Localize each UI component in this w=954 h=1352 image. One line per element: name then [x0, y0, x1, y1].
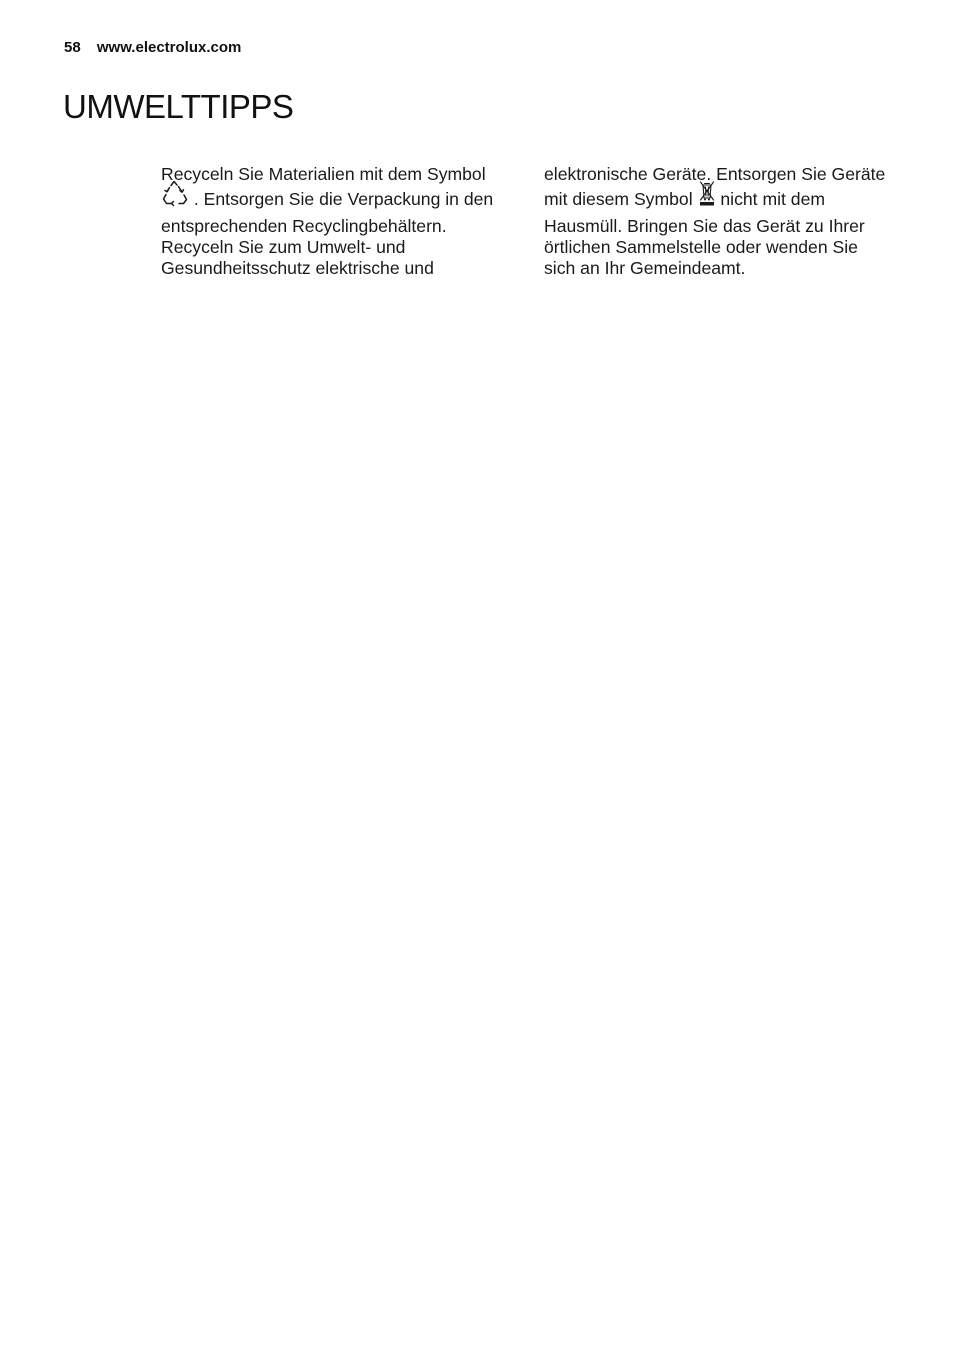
text-line: entsprechenden Recyclingbehältern. [161, 216, 447, 236]
recycling-icon [161, 179, 189, 218]
text-line-with-icon [544, 181, 904, 214]
text-line: sich an Ihr Gemeindeamt. [544, 258, 746, 278]
page-header [64, 39, 241, 56]
text-line: Hausmüll. Bringen Sie das Gerät zu Ihrer [544, 216, 865, 236]
text-segment: . Entsorgen Sie die Verpackung in den [189, 189, 494, 210]
text-line: örtlichen Sammelstelle oder wenden Sie [544, 237, 858, 257]
text-segment: mit diesem Symbol [544, 189, 698, 210]
website-url[interactable]: www.electrolux.com [96, 39, 242, 56]
crossed-out-bin-icon [698, 179, 716, 218]
section-title: UMWELTTIPPS [63, 88, 294, 125]
text-line: Recyceln Sie zum Umwelt- und [161, 237, 406, 257]
text-line: Recyceln Sie Materialien mit dem Symbol [161, 164, 486, 184]
text-line: Gesundheitsschutz elektrische und [161, 258, 434, 278]
text-line: elektronische Geräte. Entsorgen Sie Geräte [544, 164, 886, 184]
left-text-column [161, 164, 511, 279]
text-segment: nicht mit dem [715, 189, 826, 210]
page-number: 58 [64, 39, 81, 56]
text-line-with-icon [161, 181, 511, 214]
right-text-column [544, 164, 904, 279]
